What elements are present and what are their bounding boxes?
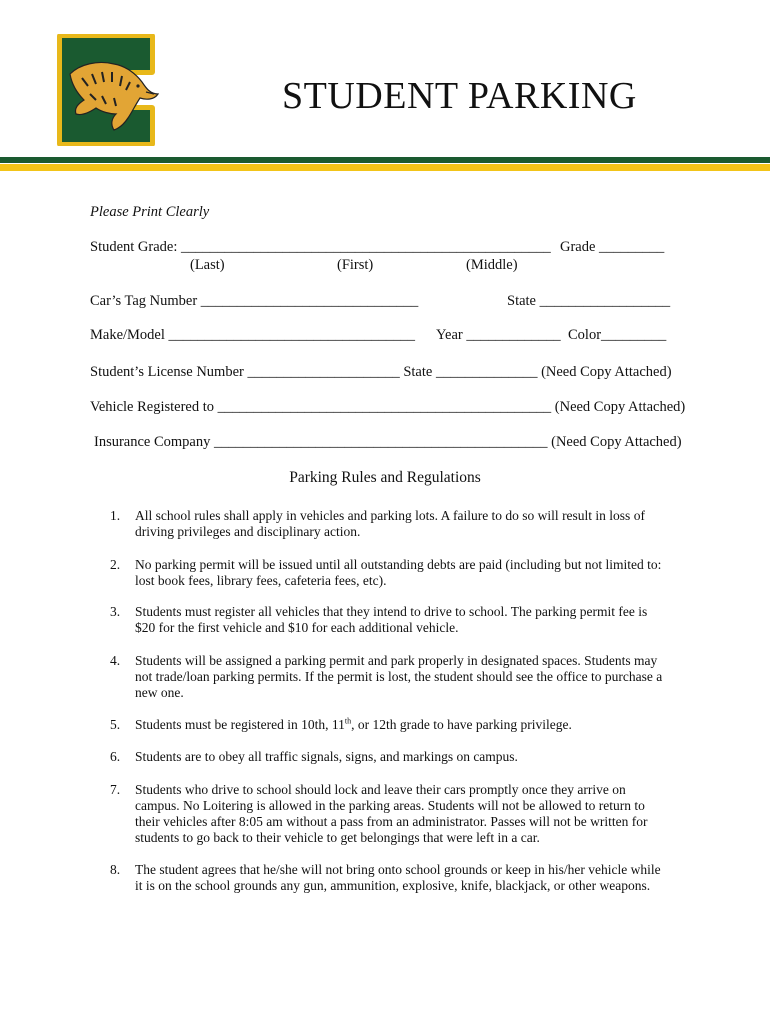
rule-number: 8. (110, 862, 121, 877)
rule-text: Students must be registered in 10th, 11th, or 12th grade to have parking privilege. (135, 716, 572, 732)
student-name-field: Student Grade: ___________________________________________________ (90, 239, 551, 255)
rule-text: No parking permit will be issued until all outstanding debts are paid (including but not limited to: lost book fees, library fees, cafeteria fees, etc). (135, 557, 662, 588)
first-name-label: (First) (337, 257, 374, 273)
color-field: Color_________ (568, 327, 667, 343)
rule-text: Students will be assigned a parking permit and park properly in designated spaces. Students may not trade/loan parking permits. If the permit is lost, the student should see the office to purchase a new one. (135, 653, 663, 700)
rule-number: 7. (110, 782, 121, 797)
print-clearly-note: Please Print Clearly (90, 204, 210, 220)
tag-state-field: State __________________ (507, 293, 671, 309)
rule-number: 3. (110, 604, 121, 619)
insurance-company-field: Insurance Company ______________________________________________ (Need Copy Attached) (94, 434, 682, 450)
rule-number: 5. (110, 717, 121, 732)
rule-text: All school rules shall apply in vehicles and parking lots. A failure to do so will result in loss of driving privileges and disciplinary action. (135, 508, 645, 539)
rule-text: Students who drive to school should lock and leave their cars promptly once they arrive on campus. No Loitering is allowed in the parking areas. Students will not be allowed to return to their vehicles after 8:05 am without a pass from an administrator. Passes will not be written for students to go back to their vehicle to get belongings that were left in a car. (135, 782, 648, 845)
vehicle-registered-field: Vehicle Registered to ______________________________________________ (Need Copy Attached) (90, 399, 686, 415)
make-model-field: Make/Model __________________________________ (90, 327, 416, 343)
tiger-c-logo (50, 34, 162, 146)
last-name-label: (Last) (190, 257, 225, 273)
middle-name-label: (Middle) (466, 257, 518, 273)
header-gold-stripe (0, 164, 770, 171)
license-number-field: Student’s License Number _____________________ State ______________ (Need Copy Attached) (90, 364, 672, 380)
year-field: Year _____________ (436, 327, 561, 343)
rule-text: The student agrees that he/she will not bring onto school grounds or keep in his/her vehicle while it is on the school grounds any gun, ammunition, explosive, knife, blackjack, or other weapons. (135, 862, 661, 893)
header-green-stripe (0, 157, 770, 163)
rule-number: 6. (110, 749, 121, 764)
car-tag-field: Car’s Tag Number ______________________________ (90, 293, 419, 309)
rule-text: Students must register all vehicles that they intend to drive to school. The parking permit fee is $20 for the first vehicle and $10 for each additional vehicle. (135, 604, 648, 635)
rule-text: Students are to obey all traffic signals, signs, and markings on campus. (135, 749, 518, 764)
rule-number: 1. (110, 508, 121, 523)
page-title: STUDENT PARKING (282, 75, 637, 117)
rule-number: 4. (110, 653, 121, 668)
grade-field: Grade _________ (560, 239, 665, 255)
rule-number: 2. (110, 557, 121, 572)
rules-heading: Parking Rules and Regulations (289, 469, 481, 486)
